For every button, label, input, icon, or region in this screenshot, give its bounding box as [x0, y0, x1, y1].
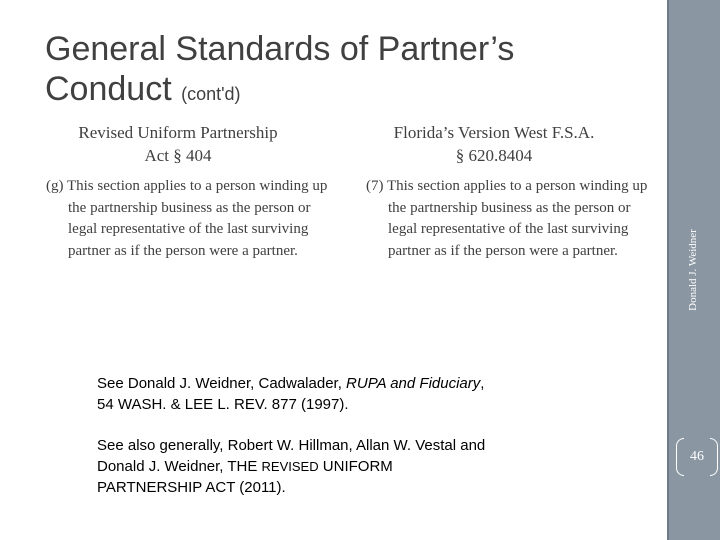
citation-2-line-3: PARTNERSHIP ACT (2011).	[97, 479, 286, 496]
title-line-2: Conduct	[45, 70, 172, 108]
right-heading-line-2: § 620.8404	[455, 146, 533, 165]
right-brace-icon	[710, 438, 718, 476]
citation-2-line-2-suffix: UNIFORM	[318, 458, 393, 475]
citation-2-line-1: See also generally, Robert W. Hillman, Allan W. Vestal and	[97, 437, 486, 454]
citation-2-line-2-small: REVISED	[261, 459, 319, 474]
citation-1-line-2: 54 WASH. & LEE L. REV. 877 (1997).	[97, 396, 349, 413]
citation-1-prefix: See Donald J. Weidner, Cadwalader,	[97, 375, 347, 392]
right-column-body: (7) This section applies to a person winding up the partnership business as the person or legal representative of the last surviving partner as if the person were a partner.	[366, 178, 648, 259]
left-heading-line-1: Revised Uniform Partnership	[78, 123, 278, 142]
left-column-heading	[28, 121, 328, 167]
citation-1-suffix: ,	[480, 375, 485, 392]
side-band-divider	[667, 0, 669, 540]
citation-1-italic: RUPA and Fiduciary	[346, 375, 481, 392]
left-column-body: (g) This section applies to a person winding up the partnership business as the person or legal representative of the last surviving partner as if the person were a partner.	[46, 178, 328, 259]
slide-title	[45, 29, 514, 114]
citation-2-line-2-prefix: Donald J. Weidner, THE	[97, 458, 262, 475]
author-name: Donald J. Weidner	[687, 229, 699, 311]
right-column-heading	[344, 121, 644, 167]
citation-2	[97, 435, 617, 498]
title-line-1: General Standards of Partner’s	[45, 30, 515, 68]
right-heading-line-1: Florida’s Version West F.S.A.	[393, 123, 595, 142]
left-heading-line-2: Act § 404	[144, 146, 212, 165]
page-number-badge	[676, 438, 718, 478]
citation-1	[97, 373, 617, 415]
page-number: 46	[690, 449, 704, 464]
title-continued: (cont'd)	[181, 84, 241, 104]
